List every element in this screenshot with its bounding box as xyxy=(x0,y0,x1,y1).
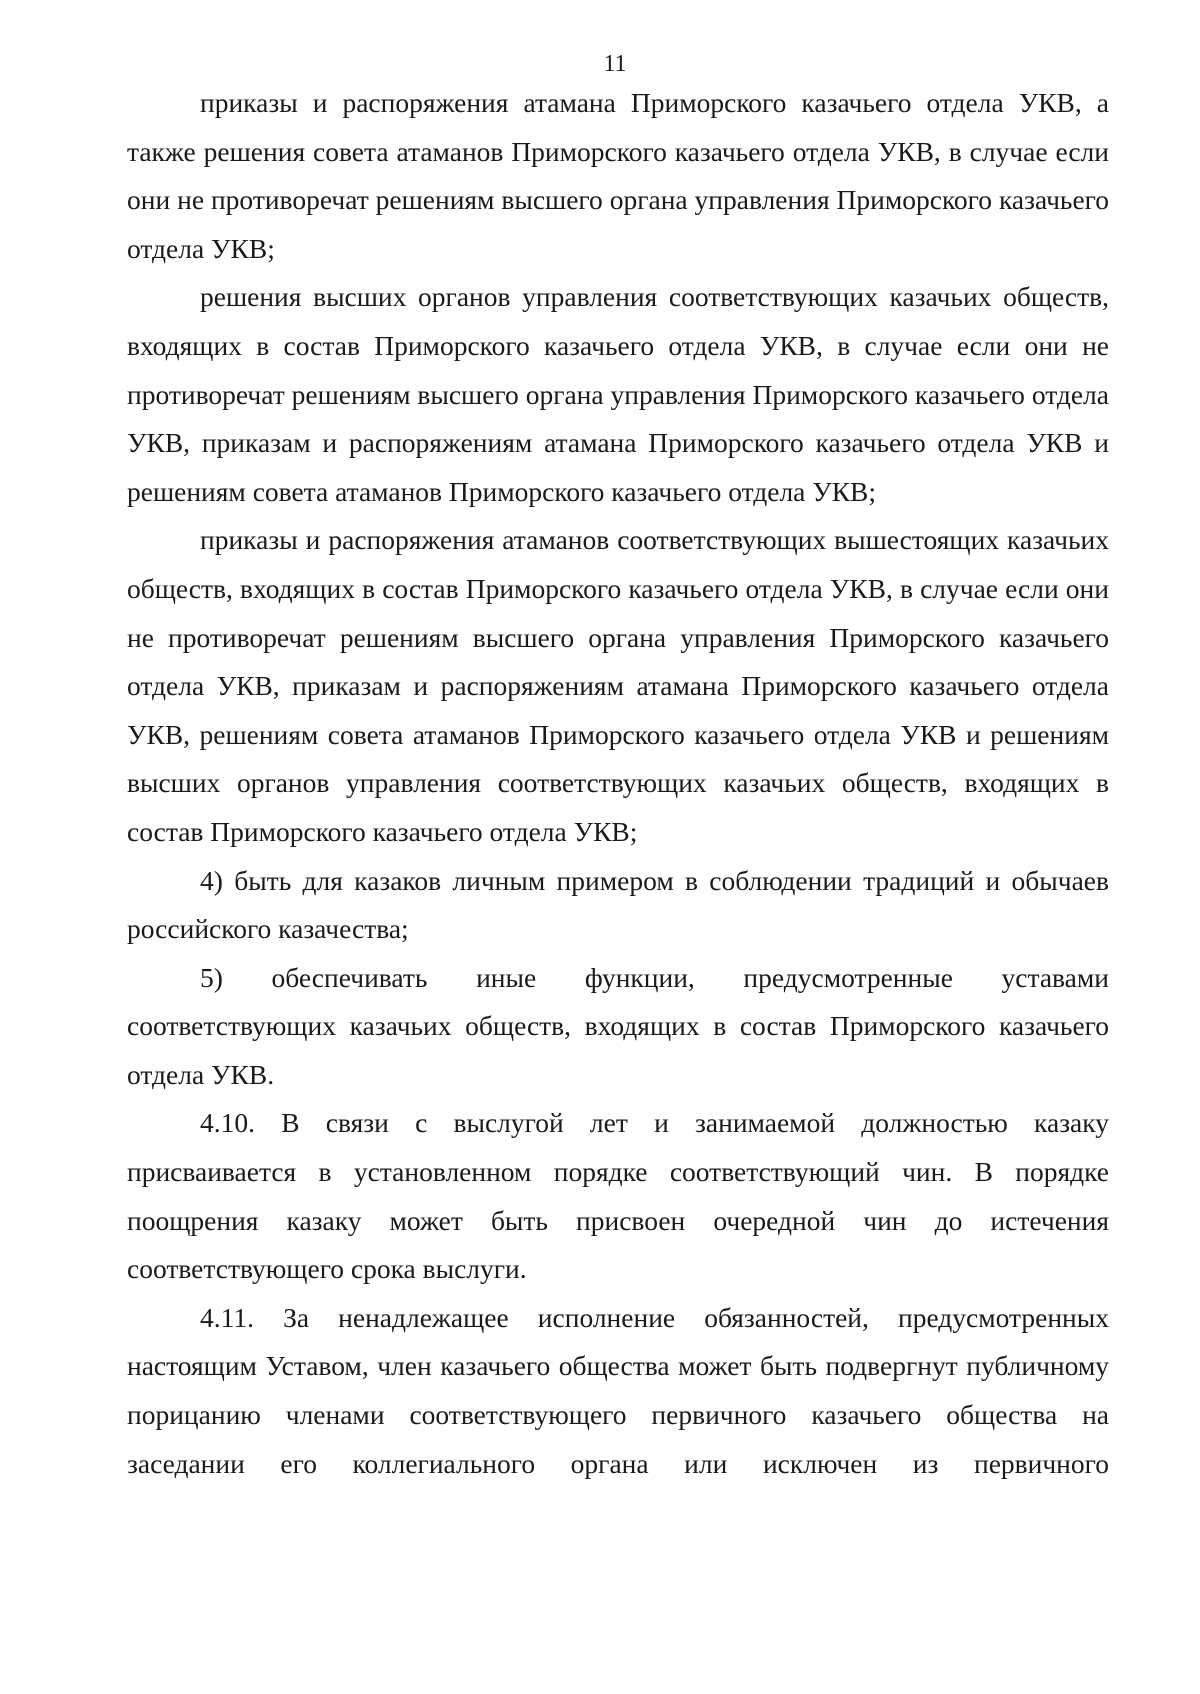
paragraph-4-10-ranks: 4.10. В связи с выслугой лет и занимаемой должностью казаку присваивается в установленном порядке соответствующий чин. В порядке поощрения казаку может быть присвоен очередной чин до истечения соответствующего срока выслуги. xyxy=(127,1107,1109,1285)
paragraph-decisions-of-higher-bodies: решения высших органов управления соответствующих казачьих обществ, входящих в состав Приморского казачьего отдела УКВ, в случае если они не противоречат решениям высшего органа управления Приморского казачьего отдела УКВ, приказам и распоряжениям атамана Приморского казачьего отдела УКВ и решениям совета атаманов Приморского казачьего отдела УКВ; xyxy=(127,281,1109,507)
paragraph-orders-of-superior-atamans: приказы и распоряжения атаманов соответствующих вышестоящих казачьих обществ, входящих в состав Приморского казачьего отдела УКВ, в случае если они не противоречат решениям высшего органа управления Приморского казачьего отдела УКВ, приказам и распоряжениям атамана Приморского казачьего отдела УКВ, решениям совета атаманов Приморского казачьего отдела УКВ и решениям высших органов управления соответствующих казачьих обществ, входящих в состав Приморского казачьего отдела УКВ; xyxy=(127,524,1109,847)
document-body xyxy=(127,79,1109,1488)
paragraph-item-5-other-functions: 5) обеспечивать иные функции, предусмотренные уставами соответствующих казачьих обществ, входящих в состав Приморского казачьего отдела УКВ. xyxy=(127,961,1109,1090)
paragraph-4-11-penalties: 4.11. За ненадлежащее исполнение обязанностей, предусмотренных настоящим Уставом, член казачьего общества может быть подвергнут публичному порицанию членами соответствующего первичного казачьего общества на заседании его коллегиального органа или исключен из первичного xyxy=(127,1301,1109,1479)
paragraph-orders-of-ataman: приказы и распоряжения атамана Приморского казачьего отдела УКВ, а также решения совета атаманов Приморского казачьего отдела УКВ, в случае если они не противоречат решениям высшего органа управления Приморского казачьего отдела УКВ; xyxy=(127,87,1109,264)
paragraph-item-4-personal-example: 4) быть для казаков личным примером в соблюдении традиций и обычаев российского казачества; xyxy=(127,864,1109,945)
page-number: 11 xyxy=(603,51,627,77)
